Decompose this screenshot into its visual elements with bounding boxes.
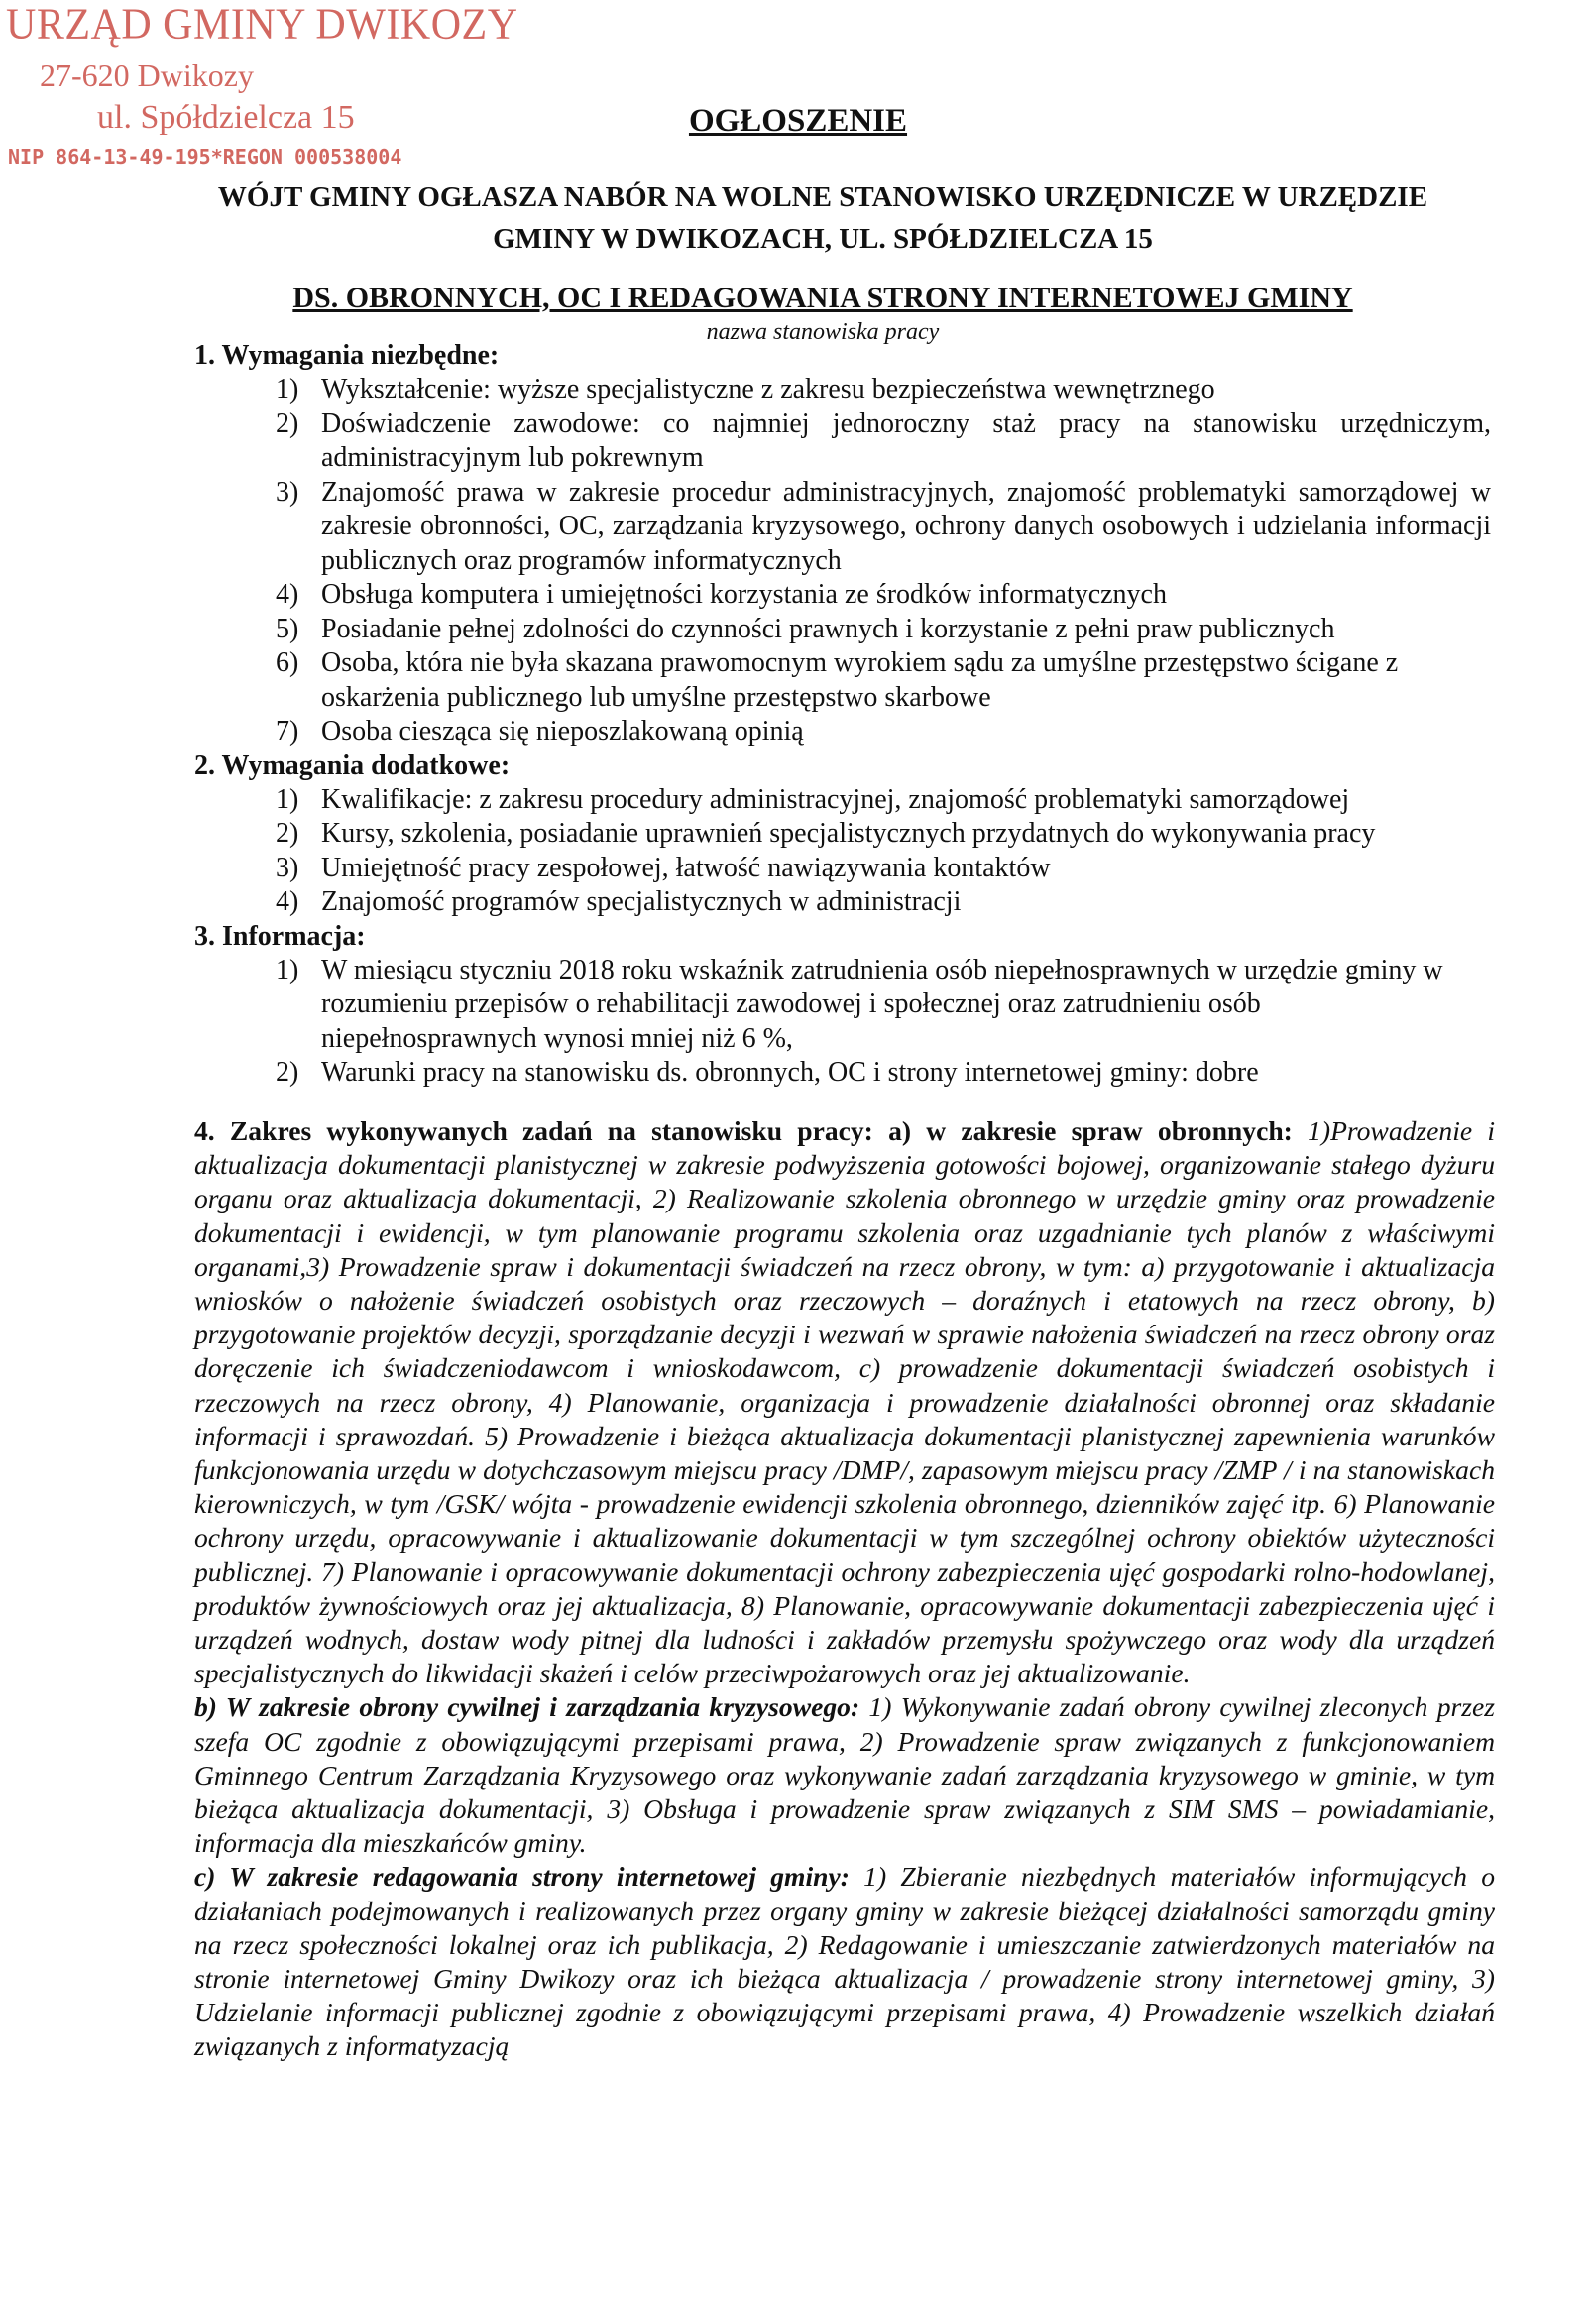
duties-defense-text: 1)Prowadzenie i aktualizacja dokumentacji planistycznej w zakresie podwyższenia gotowości bojowej, organizowanie stałego dyżuru organu oraz aktualizacja dokumentacji, 2) Realizowanie szkolenia obronnego w urzędzie gminy oraz prowadzenie dokumentacji i ewidencji, w tym planowanie programu szkolenia oraz uzgadnianie tych planów z właściwymi organami,3) Prowadzenie spraw i dokumentacji świadczeń na rzecz obrony, w tym: a) przygotowanie i aktualizacja wniosków o nałożenie świadczeń osobistych oraz rzeczowych – doraźnych i etatowych na rzecz obrony, b) przygotowanie projektów decyzji, sporządzanie decyzji i wezwań w sprawie nałożenia świadczeń na rzecz obrony oraz doręczenie ich świadczeniodawcom i wnioskodawcom, c) prowadzenie dokumentacji świadczeń osobistych i rzeczowych na rzecz obrony, 4) Planowanie, organizacja i prowadzenie działalności obronnej oraz składanie informacji i sprawozdań. 5) Prowadzenie i bieżąca aktualizacja dokumentacji planistycznej zapewnienia warunków funkcjonowania urzędu w dotychczasowym miejscu pracy /DMP/, zapasowym miejscu pracy /ZMP / i na stanowiskach kierowniczych, w tym /GSK/ wójta - prowadzenie ewidencji szkolenia obronnego, dzienników zajęć itp. 6) Planowanie ochrony urzędu, opracowywanie i aktualizowanie dokumentacji w tym szczególnej ochrony obiektów użyteczności publicznej. 7) Planowanie i opracowywanie dokumentacji ochrony zabezpieczenia ujęć gospodarki rolno-hodowlanej, produktów żywnościowych oraz jej aktualizacja, 8) Planowanie, opracowywanie dokumentacji zabezpieczenia ujęć i urządzeń wodnych, dostaw wody pitnej dla ludności i zakładów przemysłu spożywczego oraz wody dla urządzeń specjalistycznych do likwidacji skażeń i celów przeciwpożarowych oraz jej aktualizowanie. xyxy=(194,1115,1495,1689)
section-4-part-c xyxy=(194,1860,1495,2063)
section-4-duties xyxy=(194,1114,1495,2064)
announcement-lead xyxy=(149,176,1497,260)
stamp-line-street: ul. Spółdzielcza 15 xyxy=(97,99,355,136)
lead-line-2: GMINY W DWIKOZACH, UL. SPÓŁDZIELCZA 15 xyxy=(493,223,1153,255)
list-item: 3) Znajomość prawa w zakresie procedur administracyjnych, znajomość problematyki samorządowej w zakresie obronności, OC, zarządzania kryzysowego, ochrony danych osobowych i udzielania informacji publicznych oraz programów informatycznych xyxy=(276,476,1491,576)
requirements-content xyxy=(0,339,1596,1091)
list-item: 4) Obsługa komputera i umiejętności korzystania ze środków informatycznych xyxy=(276,579,1167,610)
section-4-part-b xyxy=(194,1690,1495,1860)
document-title: OGŁOSZENIE xyxy=(688,103,908,139)
list-item: 1) Kwalifikacje: z zakresu procedury administracyjnej, znajomość problematyki samorządowej xyxy=(276,783,1350,815)
office-stamp xyxy=(6,0,518,173)
list-item: 1) W miesiącu styczniu 2018 roku wskaźnik zatrudnienia osób niepełnosprawnych w urzędzie gminy w rozumieniu przepisów o rehabilitacji zawodowej i społecznej oraz zatrudnieniu osób niepełnosprawnych wynosi mniej niż 6 %, xyxy=(276,954,1443,1054)
section-4-heading: 4. Zakres wykonywanych zadań na stanowisku pracy: a) w zakresie spraw obronnych: xyxy=(194,1115,1293,1146)
list-item: 2) Warunki pracy na stanowisku ds. obronnych, OC i strony internetowej gminy: dobre xyxy=(276,1057,1259,1088)
stamp-line-nip: NIP 864-13-49-195*REGON 000538004 xyxy=(8,145,402,169)
section-1-list xyxy=(0,373,1596,749)
section-3-list xyxy=(0,954,1596,1091)
duties-civil-defense-heading: b) W zakresie obrony cywilnej i zarządzania kryzysowego: xyxy=(194,1691,860,1723)
position-name: DS. OBRONNYCH, OC I REDAGOWANIA STRONY INTERNETOWEJ GMINY xyxy=(292,282,1353,314)
section-4-part-a xyxy=(194,1114,1495,1690)
section-1-title: 1. Wymagania niezbędne: xyxy=(194,340,500,371)
section-3-title: 3. Informacja: xyxy=(194,920,366,952)
position-caption: nazwa stanowiska pracy xyxy=(706,319,940,345)
section-2-list xyxy=(0,783,1596,920)
list-item: 2) Kursy, szkolenia, posiadanie uprawnień specjalistycznych przydatnych do wykonywania pracy xyxy=(276,818,1376,849)
stamp-line-postcode: 27-620 Dwikozy xyxy=(40,58,254,93)
list-item: 2) Doświadczenie zawodowe: co najmniej jednoroczny staż pracy na stanowisku urzędniczym, administracyjnym lub pokrewnym xyxy=(276,407,1491,473)
duties-website-text: 1) Zbieranie niezbędnych materiałów informujących o działaniach podejmowanych i realizowanych przez organy gminy w zakresie bieżącej działalności samorządu gminy na rzecz społeczności lokalnej oraz ich publikacja, 2) Redagowanie i umieszczanie zatwierdzonych materiałów na stronie internetowej Gminy Dwikozy oraz ich bieżąca aktualizacja / prowadzenie strony internetowej gminy, 3) Udzielanie informacji publicznej zgodnie z obowiązującymi przepisami prawa, 4) Prowadzenie wszelkich działań związanych z informatyzacją xyxy=(194,1861,1495,2062)
stamp-line-office: URZĄD GMINY DWIKOZY xyxy=(6,0,518,50)
duties-website-heading: c) W zakresie redagowania strony internetowej gminy: xyxy=(194,1861,850,1893)
list-item: 5) Posiadanie pełnej zdolności do czynności prawnych i korzystanie z pełni praw publicznych xyxy=(276,613,1335,644)
list-item: 3) Umiejętność pracy zespołowej, łatwość nawiązywania kontaktów xyxy=(276,852,1051,883)
section-2-title: 2. Wymagania dodatkowe: xyxy=(194,749,511,781)
list-item: 4) Znajomość programów specjalistycznych w administracji xyxy=(276,886,962,917)
list-item: 1) Wykształcenie: wyższe specjalistyczne z zakresu bezpieczeństwa wewnętrznego xyxy=(276,374,1215,404)
duties-civil-defense-text: 1) Wykonywanie zadań obrony cywilnej zleconych przez szefa OC zgodnie z obowiązującymi przepisami prawa, 2) Prowadzenie spraw związanych z funkcjonowaniem Gminnego Centrum Zarządzania Kryzysowego oraz wykonywanie zadań zarządzania kryzysowego w gminie, w tym bieżąca aktualizacja dokumentacji, 3) Obsługa i prowadzenie spraw związanych z SIM SMS – powiadamianie, informacja dla mieszkańców gminy. xyxy=(194,1691,1496,1859)
list-item: 6) Osoba, która nie była skazana prawomocnym wyrokiem sądu za umyślne przestępstwo ścigane z oskarżenia publicznego lub umyślne przestępstwo skarbowe xyxy=(276,647,1399,713)
lead-line-1: WÓJT GMINY OGŁASZA NABÓR NA WOLNE STANOWISKO URZĘDNICZE W URZĘDZIE xyxy=(217,181,1428,213)
list-item: 7) Osoba ciesząca się nieposzlakowaną opinią xyxy=(276,716,804,747)
